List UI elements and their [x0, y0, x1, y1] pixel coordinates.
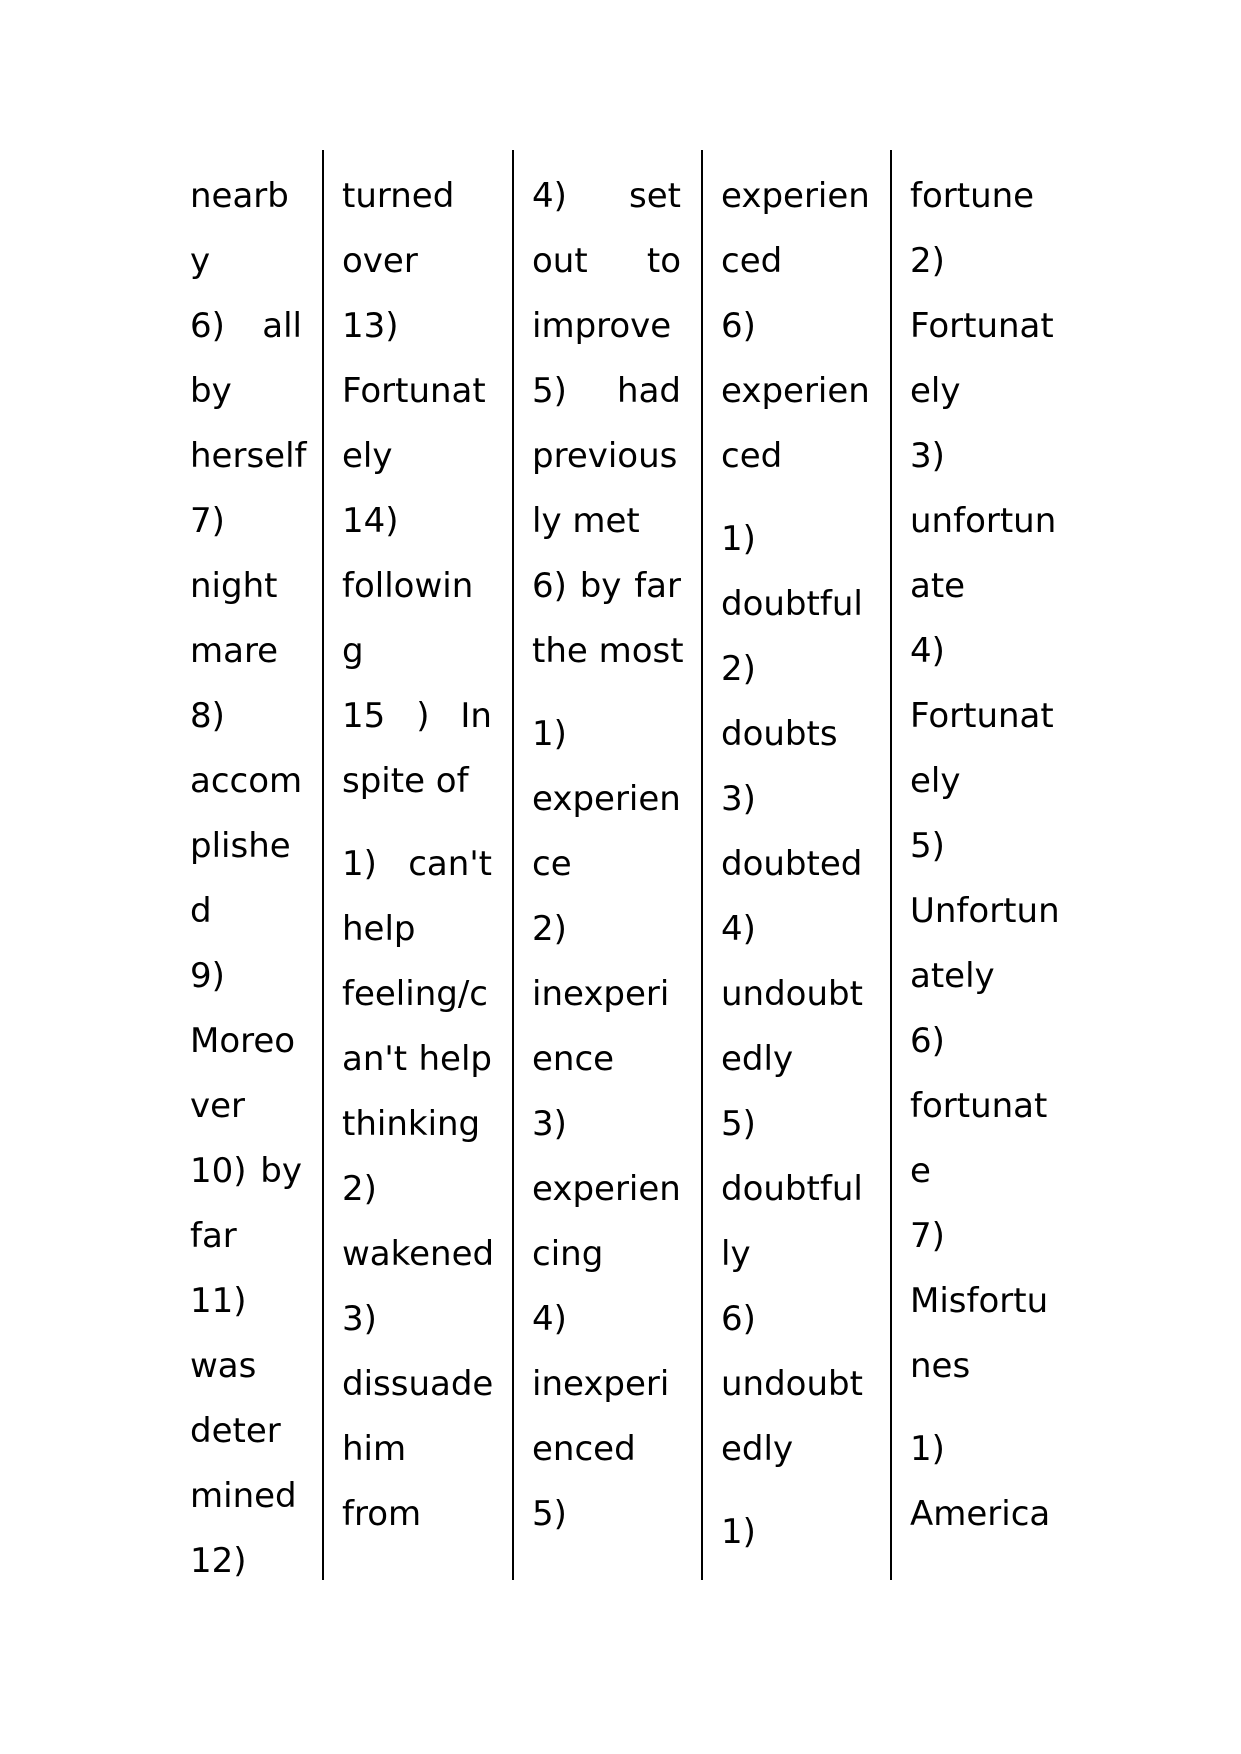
column-2-line: 3) [342, 1299, 377, 1339]
column-4-line: undoubt [721, 1364, 863, 1404]
column-5-line: 2) [910, 241, 945, 281]
column-1-line: night [190, 566, 278, 606]
column-1-line: 8) [190, 696, 225, 736]
column-1-line: was [190, 1346, 257, 1386]
column-2-line: followin [342, 566, 474, 606]
paragraph-gap [532, 684, 681, 702]
column-5-line: fortune [910, 176, 1035, 216]
column-3-line: 4) set [532, 176, 681, 216]
column-1-line: nearb [190, 176, 289, 216]
column-2-line: help [342, 909, 416, 949]
column-2-line: thinking [342, 1104, 481, 1144]
column-5-line: 3) [910, 436, 945, 476]
column-3-line: inexperi [532, 974, 670, 1014]
column-2-line: 1) can't [342, 844, 492, 884]
column-2-line: ely [342, 436, 393, 476]
column-1-line: 10) by [190, 1151, 302, 1191]
column-3-line: 3) [532, 1104, 567, 1144]
column-4-line: 2) [721, 649, 756, 689]
column-1-line: herself [190, 436, 307, 476]
column-5-line: ely [910, 761, 961, 801]
answer-columns [170, 150, 1080, 1580]
column-3-line: ly met [532, 501, 640, 541]
column-5-line: 5) [910, 826, 945, 866]
column-5-line: 6) [910, 1021, 945, 1061]
column-5-line: unfortun [910, 501, 1057, 541]
column-1-line: 6) all [190, 306, 302, 346]
column-5-line: fortunat [910, 1086, 1048, 1126]
column-2-line: 15 ) In [342, 696, 492, 736]
column-3-line: experien [532, 779, 681, 819]
column-4-line: doubtful [721, 584, 863, 624]
column-2-line: turned [342, 176, 455, 216]
column-1-line: deter [190, 1411, 281, 1451]
column-3-line: ence [532, 1039, 615, 1079]
column-3-line: 5) had [532, 371, 681, 411]
column-5-line: Unfortun [910, 891, 1060, 931]
column-5-line: 7) [910, 1216, 945, 1256]
column-4-line: ced [721, 436, 783, 476]
paragraph-gap [342, 814, 492, 832]
column-4-line: doubted [721, 844, 863, 884]
column-1-line: 7) [190, 501, 225, 541]
column-3 [512, 150, 701, 1580]
column-5 [890, 150, 1080, 1580]
column-4-line: 1) [721, 519, 756, 559]
column-1-line: 11) [190, 1281, 247, 1321]
column-2-line: Fortunat [342, 371, 486, 411]
column-5-line: ate [910, 566, 966, 606]
column-2-line: spite of [342, 761, 469, 801]
column-4 [701, 150, 890, 1580]
column-4-line: 6) [721, 306, 756, 346]
column-1-line: far [190, 1216, 237, 1256]
column-1-line: by [190, 371, 232, 411]
column-3-line: 6) by far [532, 566, 681, 606]
paragraph-gap [910, 1399, 1060, 1417]
column-1-line: Moreo [190, 1021, 296, 1061]
column-5-line: ely [910, 371, 961, 411]
column-1-line: 12) [190, 1541, 247, 1581]
column-5-line: 1) [910, 1429, 945, 1469]
column-5-line: 4) [910, 631, 945, 671]
column-4-line: edly [721, 1429, 794, 1469]
column-4-line: doubtful [721, 1169, 863, 1209]
column-3-line: 5) [532, 1494, 567, 1534]
column-3-line: 1) [532, 714, 567, 754]
column-2-line: g [342, 631, 364, 671]
column-4-line: undoubt [721, 974, 863, 1014]
column-5-line: ately [910, 956, 995, 996]
column-2-line: him [342, 1429, 407, 1469]
column-2-line: over [342, 241, 418, 281]
column-1-line: 9) [190, 956, 225, 996]
column-4-line: 5) [721, 1104, 756, 1144]
column-2-line: from [342, 1494, 422, 1534]
paragraph-gap [721, 489, 870, 507]
column-5-line: nes [910, 1346, 971, 1386]
column-1-line: mare [190, 631, 279, 671]
column-5-line: Misfortu [910, 1281, 1049, 1321]
column-3-line: experien [532, 1169, 681, 1209]
column-1-line: d [190, 891, 212, 931]
column-3-line: 4) [532, 1299, 567, 1339]
column-4-line: 3) [721, 779, 756, 819]
column-3-line: 2) [532, 909, 567, 949]
column-1-line: ver [190, 1086, 246, 1126]
column-3-line: inexperi [532, 1364, 670, 1404]
column-3-line: out to [532, 241, 681, 281]
column-1-line: accom [190, 761, 303, 801]
column-3-line: the most [532, 631, 684, 671]
column-2-line: an't help [342, 1039, 492, 1079]
column-2-line: 14) [342, 501, 399, 541]
column-4-line: 6) [721, 1299, 756, 1339]
column-1-line: y [190, 241, 211, 281]
column-2 [322, 150, 512, 1580]
column-3-line: ce [532, 844, 572, 884]
column-5-line: Fortunat [910, 696, 1054, 736]
column-1-line: mined [190, 1476, 297, 1516]
column-2-line: feeling/c [342, 974, 488, 1014]
paragraph-gap [721, 1482, 870, 1500]
column-4-line: doubts [721, 714, 838, 754]
column-2-line: 13) [342, 306, 399, 346]
column-4-line: experien [721, 176, 870, 216]
column-1-line: plishe [190, 826, 291, 866]
column-3-line: cing [532, 1234, 604, 1274]
column-4-line: edly [721, 1039, 794, 1079]
column-4-line: 4) [721, 909, 756, 949]
column-2-line: dissuade [342, 1364, 494, 1404]
column-5-line: e [910, 1151, 931, 1191]
column-3-line: enced [532, 1429, 636, 1469]
column-4-line: 1) [721, 1512, 756, 1552]
column-4-line: ced [721, 241, 783, 281]
column-3-line: previous [532, 436, 678, 476]
column-5-line: America [910, 1494, 1051, 1534]
column-4-line: experien [721, 371, 870, 411]
column-5-line: Fortunat [910, 306, 1054, 346]
column-2-line: wakened [342, 1234, 495, 1274]
column-1 [170, 150, 322, 1580]
column-2-line: 2) [342, 1169, 377, 1209]
column-3-line: improve [532, 306, 672, 346]
column-4-line: ly [721, 1234, 751, 1274]
